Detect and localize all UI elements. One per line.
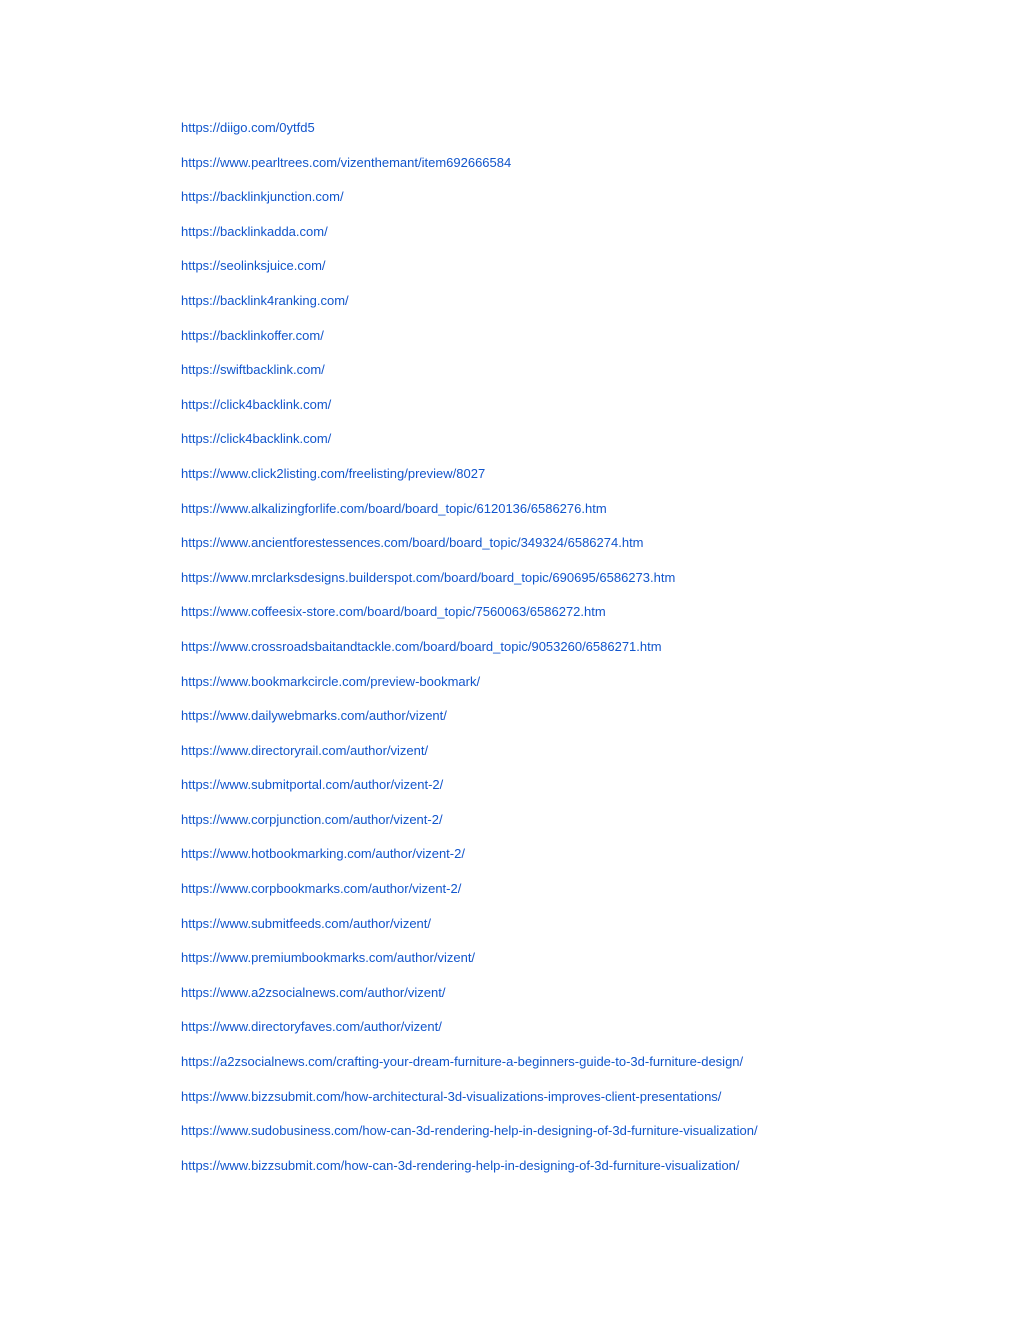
list-item — [181, 396, 758, 431]
link[interactable]: https://www.bizzsubmit.com/how-can-3d-rendering-help-in-designing-of-3d-furniture-visualization/ — [181, 1157, 740, 1173]
link[interactable]: https://www.corpjunction.com/author/vizent-2/ — [181, 811, 443, 827]
link[interactable]: https://backlinkoffer.com/ — [181, 327, 324, 343]
link[interactable]: https://www.submitfeeds.com/author/vizent/ — [181, 915, 431, 931]
list-item — [181, 811, 758, 846]
link[interactable]: https://www.pearltrees.com/vizenthemant/item692666584 — [181, 154, 512, 170]
link[interactable]: https://a2zsocialnews.com/crafting-your-dream-furniture-a-beginners-guide-to-3d-furniture-design/ — [181, 1054, 744, 1070]
list-item — [181, 1157, 758, 1192]
list-item — [181, 915, 758, 950]
list-item — [181, 500, 758, 535]
list-item — [181, 534, 758, 569]
link[interactable]: https://www.bizzsubmit.com/how-architectural-3d-visualizations-improves-client-presentations/ — [181, 1088, 722, 1104]
link[interactable]: https://www.coffeesix-store.com/board/board_topic/7560063/6586272.htm — [181, 604, 606, 620]
list-item — [181, 465, 758, 500]
link[interactable]: https://www.mrclarksdesigns.builderspot.com/board/board_topic/690695/6586273.htm — [181, 569, 676, 585]
list-item — [181, 361, 758, 396]
link[interactable]: https://www.hotbookmarking.com/author/vizent-2/ — [181, 846, 465, 862]
link[interactable]: https://www.premiumbookmarks.com/author/vizent/ — [181, 950, 476, 966]
link[interactable]: https://click4backlink.com/ — [181, 396, 332, 412]
link[interactable]: https://www.a2zsocialnews.com/author/vizent/ — [181, 984, 446, 1000]
link[interactable]: https://www.alkalizingforlife.com/board/board_topic/6120136/6586276.htm — [181, 500, 607, 516]
list-item — [181, 327, 758, 362]
list-item — [181, 154, 758, 189]
list-item — [181, 1018, 758, 1053]
list-item — [181, 845, 758, 880]
list-item — [181, 188, 758, 223]
link[interactable]: https://www.directoryfaves.com/author/vizent/ — [181, 1019, 442, 1035]
link[interactable]: https://www.ancientforestessences.com/board/board_topic/349324/6586274.htm — [181, 535, 644, 551]
list-item — [181, 880, 758, 915]
list-item — [181, 223, 758, 258]
link[interactable]: https://click4backlink.com/ — [181, 431, 332, 447]
link[interactable]: https://www.crossroadsbaitandtackle.com/board/board_topic/9053260/6586271.htm — [181, 638, 662, 654]
list-item — [181, 984, 758, 1019]
link[interactable]: https://www.directoryrail.com/author/vizent/ — [181, 742, 429, 758]
link[interactable]: https://www.dailywebmarks.com/author/vizent/ — [181, 708, 447, 724]
link[interactable]: https://seolinksjuice.com/ — [181, 258, 326, 274]
link[interactable]: https://www.sudobusiness.com/how-can-3d-rendering-help-in-designing-of-3d-furniture-visualization/ — [181, 1123, 758, 1139]
list-item — [181, 1122, 758, 1157]
list-item — [181, 1088, 758, 1123]
list-item — [181, 707, 758, 742]
list-item — [181, 603, 758, 638]
list-item — [181, 257, 758, 292]
link[interactable]: https://www.click2listing.com/freelisting/preview/8027 — [181, 465, 486, 481]
list-item — [181, 569, 758, 604]
list-item — [181, 776, 758, 811]
link[interactable]: https://backlinkjunction.com/ — [181, 189, 344, 205]
list-item — [181, 1053, 758, 1088]
link[interactable]: https://www.submitportal.com/author/vizent-2/ — [181, 777, 444, 793]
link[interactable]: https://www.corpbookmarks.com/author/vizent-2/ — [181, 881, 462, 897]
link[interactable]: https://swiftbacklink.com/ — [181, 362, 325, 378]
link[interactable]: https://backlinkadda.com/ — [181, 223, 328, 239]
list-item — [181, 742, 758, 777]
list-item — [181, 673, 758, 708]
list-item — [181, 430, 758, 465]
list-item — [181, 949, 758, 984]
link-list — [181, 119, 758, 1191]
link[interactable]: https://backlink4ranking.com/ — [181, 292, 349, 308]
list-item — [181, 292, 758, 327]
list-item — [181, 638, 758, 673]
link[interactable]: https://diigo.com/0ytfd5 — [181, 120, 315, 135]
list-item — [181, 119, 758, 154]
link[interactable]: https://www.bookmarkcircle.com/preview-bookmark/ — [181, 673, 481, 689]
